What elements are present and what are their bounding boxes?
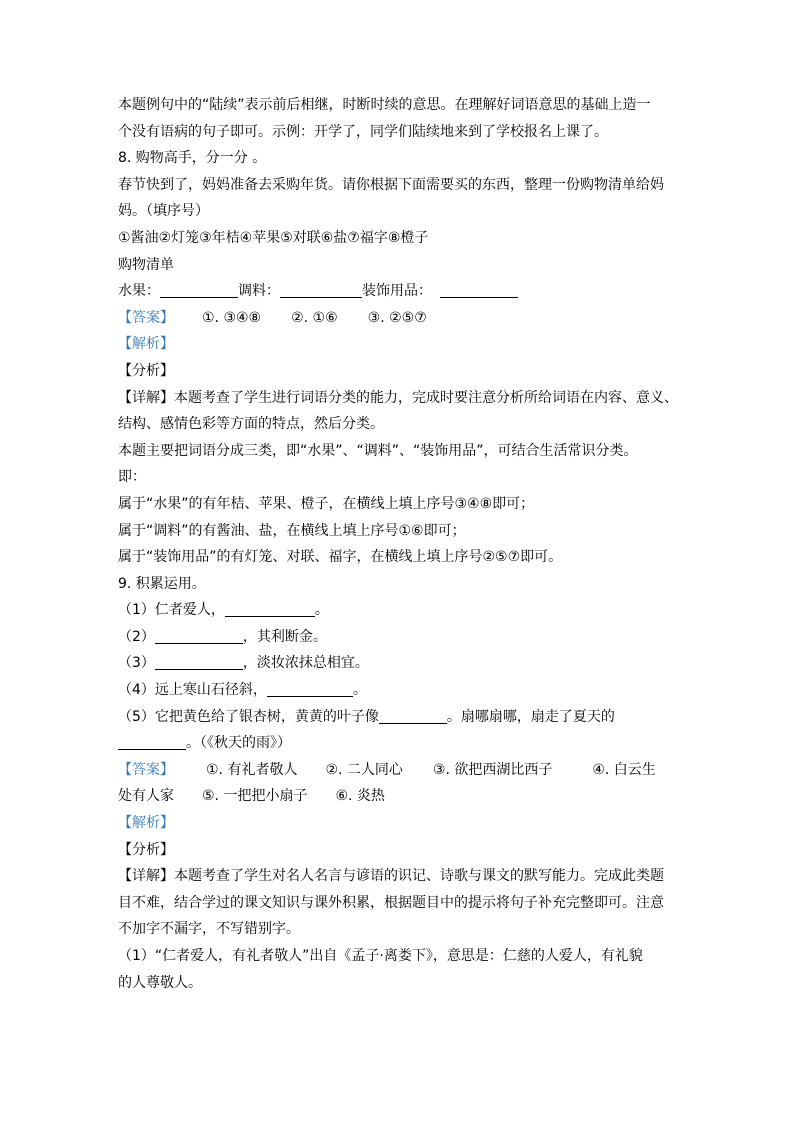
answer-item-6: ⑥. 炎热 — [335, 788, 385, 805]
detail-label: 【详解】 — [118, 389, 174, 406]
answer-label: 【答案】 — [118, 309, 174, 326]
detail-line-4: （1）“仁者爱人，有礼者敬人”出自《孟子·离娄下》，意思是：仁慈的人爱人，有礼貌 — [118, 948, 643, 964]
question-8-answer — [118, 305, 684, 332]
question-9-answer-cont — [118, 783, 684, 810]
detail-line-2: 目不难，结合学过的课文知识与课外积累，根据题目中的提示将句子补充完整即可。注意 — [118, 894, 664, 911]
analysis-label: 【解析】 — [118, 336, 174, 353]
sentence-text: ，淡妆浓抹总相宜。 — [242, 655, 369, 672]
decor-label: 装饰用品： — [362, 283, 432, 300]
sentence-text: （5）它把黄色给了银杏树，黄黄的叶子像 — [118, 708, 379, 725]
detail-line-2: 结构、感情色彩等方面的特点，然后分类。 — [118, 416, 384, 433]
document-page — [118, 92, 684, 996]
shopping-list-title: 购物清单 — [118, 256, 174, 273]
seasoning-label: 调料： — [238, 283, 280, 300]
fill-blank-3[interactable] — [155, 653, 243, 670]
fruit-label: 水果： — [118, 283, 160, 300]
answer-item-1: ①. 有礼者敬人 — [206, 761, 298, 778]
sentence-text: 。（《秋天的雨》） — [186, 735, 291, 752]
question-9-sentence-2 — [118, 624, 684, 651]
breakdown-label: 【分析】 — [118, 841, 174, 858]
question-8-description-2: 妈。（填序号） — [118, 203, 209, 220]
seasoning-blank[interactable] — [280, 281, 362, 298]
question-9-sentence-5a — [118, 704, 684, 731]
detail-text: 本题考查了学生进行词语分类的能力，完成时要注意分析所给词语在内容、意义、 — [174, 389, 678, 406]
detail-line-3: 不加字不漏字，不写错别字。 — [118, 921, 300, 938]
fruit-blank[interactable] — [160, 281, 238, 298]
sentence-text: （4）远上寒山石径斜， — [118, 682, 267, 699]
breakdown-label: 【分析】 — [118, 362, 174, 379]
sentence-text: （1）仁者爱人， — [118, 602, 225, 619]
sentence-text: 。扇哪扇哪，扇走了夏天的 — [446, 708, 615, 725]
sentence-text: ，其利断金。 — [242, 628, 327, 645]
fill-blank-6[interactable] — [118, 733, 186, 750]
question-8-items: ①酱油②灯笼③年桔④苹果⑤对联⑥盐⑦福字⑧橙子 — [118, 229, 429, 246]
answer-item-4-cont: 处有人家 — [118, 788, 174, 805]
analysis-label: 【解析】 — [118, 815, 174, 832]
question-8-description-1: 春节快到了，妈妈准备去采购年货。请你根据下面需要买的东西，整理一份购物清单给妈 — [118, 176, 664, 193]
decor-blank[interactable] — [440, 281, 518, 298]
fill-blank-4[interactable] — [267, 680, 353, 697]
detail-line-7: 属于“装饰用品”的有灯笼、对联、福字，在横线上填上序号②⑤⑦即可。 — [118, 549, 563, 566]
detail-line-3: 本题主要把词语分成三类，即“水果”、“调料”、“装饰用品”，可结合生活常识分类。 — [118, 442, 638, 459]
shopping-list-blanks — [118, 278, 684, 305]
question-9-sentence-1 — [118, 597, 684, 624]
answer-label: 【答案】 — [118, 761, 174, 778]
fill-blank-2[interactable] — [155, 627, 243, 644]
answer-item-5: ⑤. 一把把小扇子 — [202, 788, 308, 805]
intro-line-2: 个没有语病的句子即可。示例：开学了，同学们陆续地来到了学校报名上课了。 — [118, 123, 608, 140]
answer-item-4: ④. 白云生 — [592, 761, 656, 778]
detail-line-5: 的人尊敬人。 — [118, 974, 202, 991]
detail-line-4: 即： — [118, 469, 146, 486]
question-9-sentence-5b — [118, 730, 684, 757]
question-9-answer — [118, 757, 684, 784]
question-9-sentence-3 — [118, 650, 684, 677]
detail-line-6: 属于“调料”的有酱油、盐，在横线上填上序号①⑥即可； — [118, 522, 466, 539]
intro-line-1: 本题例句中的“陆续”表示前后相继，时断时续的意思。在理解好词语意思的基础上造一 — [118, 97, 651, 113]
sentence-text: 。 — [352, 682, 367, 699]
sentence-text: 。 — [314, 602, 329, 619]
sentence-text: （2） — [118, 628, 155, 645]
detail-line-1 — [118, 385, 684, 412]
detail-text: 本题考查了学生对名人名言与谚语的识记、诗歌与课文的默写能力。完成此类题 — [174, 868, 664, 885]
answer-item-2: ②. 二人同心 — [325, 761, 403, 778]
answer-item-3: ③. 欲把西湖比西子 — [432, 761, 553, 778]
fill-blank-1[interactable] — [225, 600, 315, 617]
detail-line-1 — [118, 863, 684, 890]
sentence-text: （3） — [118, 655, 155, 672]
detail-line-5: 属于“水果”的有年桔、苹果、橙子，在横线上填上序号③④⑧即可； — [118, 495, 535, 512]
detail-label: 【详解】 — [118, 868, 174, 885]
question-9-sentence-4 — [118, 677, 684, 704]
answer-item-1: ①. ③④⑧ — [202, 309, 262, 326]
fill-blank-5[interactable] — [379, 707, 447, 724]
question-9-title: 9. 积累运用。 — [118, 575, 206, 592]
question-8-title: 8. 购物高手，分一分 。 — [118, 150, 267, 167]
answer-item-2: ②. ①⑥ — [291, 309, 338, 326]
answer-item-3: ③. ②⑤⑦ — [367, 309, 427, 326]
